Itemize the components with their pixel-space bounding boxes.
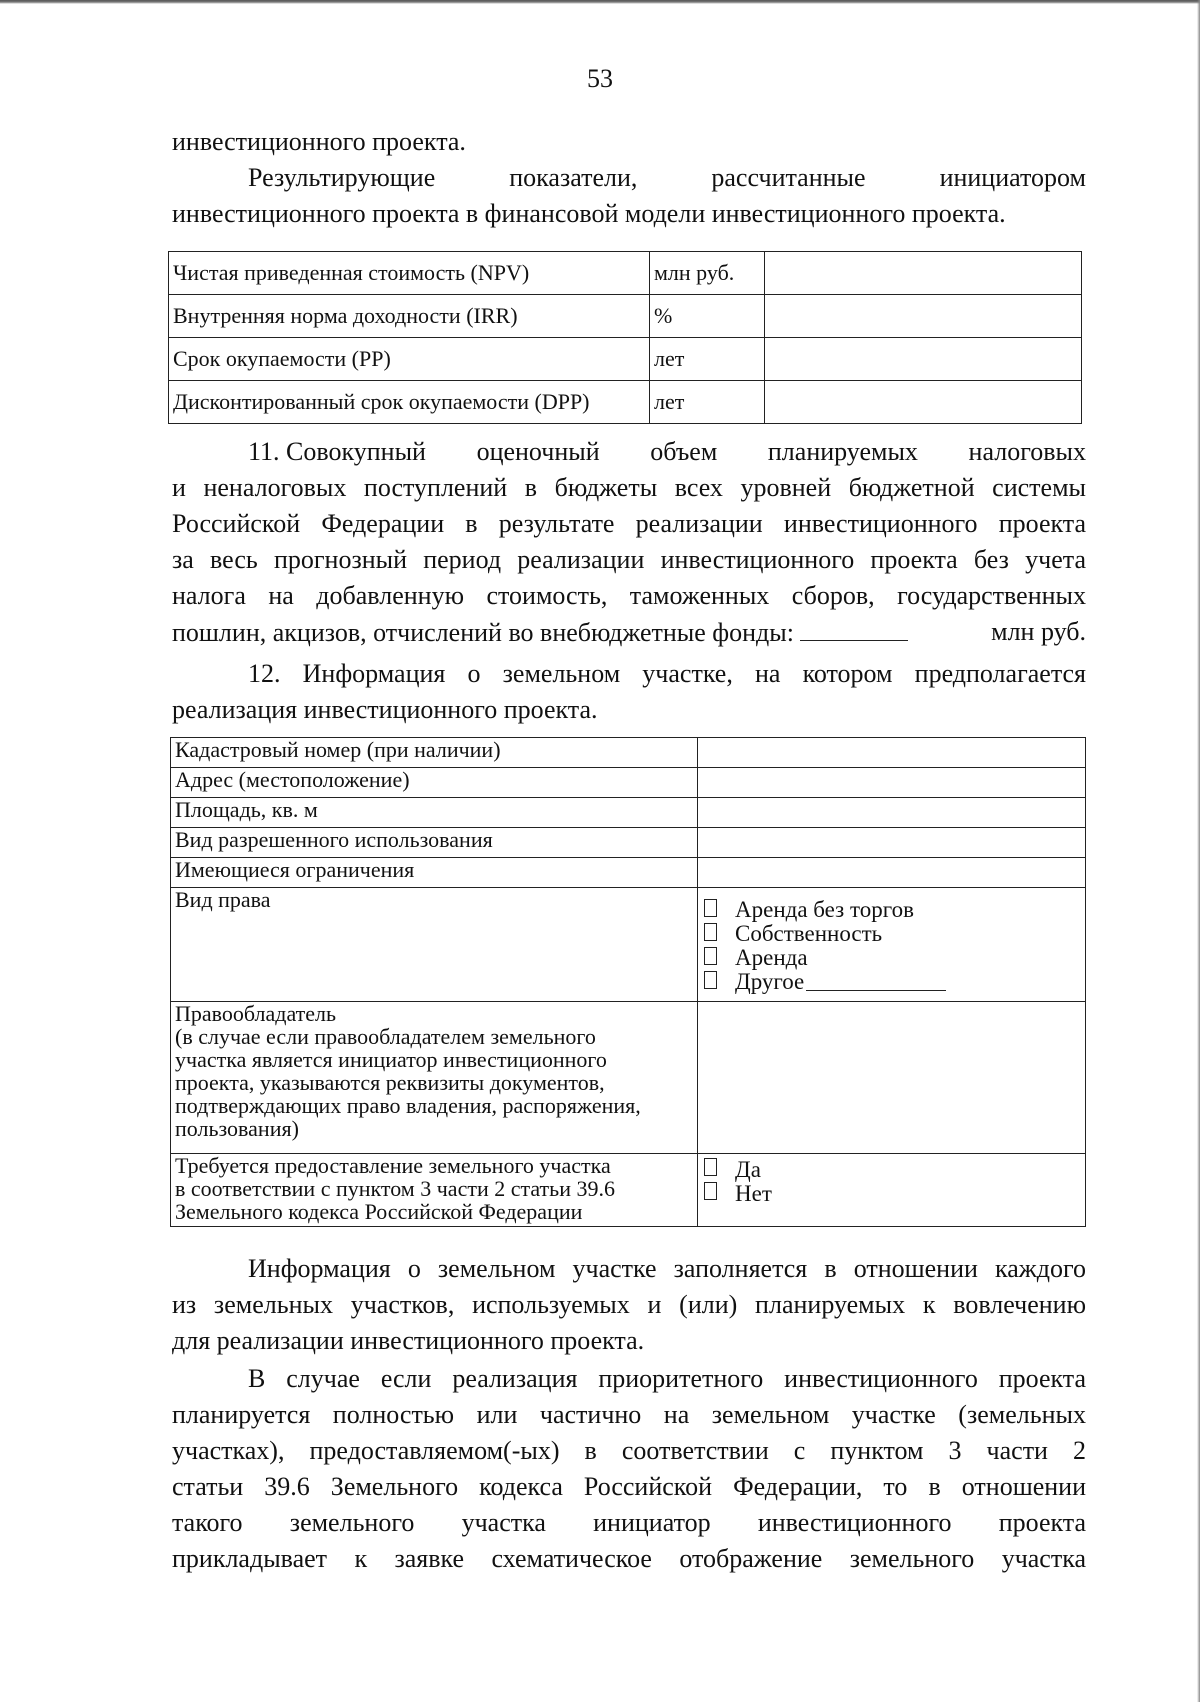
table-row <box>169 295 1082 338</box>
section-11-line-4: за весь прогнозный период реализации инвестиционного проекта без учета <box>172 545 1086 574</box>
section-11-line-5: налога на добавленную стоимость, таможенных сборов, государственных <box>172 581 1086 610</box>
option-label: Собственность <box>735 921 883 946</box>
priority-paragraph <box>172 1361 1086 1577</box>
permitted-use-field[interactable] <box>698 828 1086 858</box>
priority-word: земельного <box>289 1508 415 1537</box>
priority-line-3: участках), предоставляемом(-ых) в соответствии с пунктом 3 части 2 <box>172 1436 1086 1465</box>
section-11-word: налоговых <box>968 437 1086 466</box>
option-ownership[interactable] <box>702 922 1081 946</box>
table-row <box>171 1154 1086 1227</box>
table-row <box>169 381 1082 424</box>
option-no[interactable] <box>702 1182 1081 1206</box>
scan-top-edge <box>0 0 1200 4</box>
indicator-value-field[interactable] <box>765 381 1082 424</box>
intro-line-3: инвестиционного проекта в финансовой модели инвестиционного проекта. <box>172 199 1006 228</box>
section-11-line-6-text: пошлин, акцизов, отчислений во внебюджетные фонды: <box>172 618 794 647</box>
table-row <box>169 338 1082 381</box>
intro-word: Результирующие <box>248 163 436 192</box>
section-11-paragraph <box>172 434 1086 651</box>
indicator-name-pp: Срок окупаемости (PP) <box>169 338 650 381</box>
table-row <box>171 738 1086 768</box>
indicator-name-npv: Чистая приведенная стоимость (NPV) <box>169 252 650 295</box>
indicator-value-field[interactable] <box>765 295 1082 338</box>
priority-line-1: В случае если реализация приоритетного инвестиционного проекта <box>248 1364 1086 1393</box>
address-label: Адрес (местоположение) <box>171 768 698 798</box>
right-holder-label <box>171 1002 698 1154</box>
table-row <box>171 798 1086 828</box>
right-holder-line: (в случае если правообладателем земельного <box>175 1024 596 1049</box>
option-label: Аренда без торгов <box>735 897 914 922</box>
checkbox[interactable] <box>704 899 717 917</box>
page-number: 53 <box>587 64 613 93</box>
option-lease-without-auction[interactable] <box>702 898 1081 922</box>
checkbox[interactable] <box>704 1182 717 1200</box>
section-11-line-3: Российской Федерации в результате реализации инвестиционного проекта <box>172 509 1086 538</box>
intro-line-1: инвестиционного проекта. <box>172 127 466 156</box>
option-label: Аренда <box>735 945 808 970</box>
checkbox[interactable] <box>704 947 717 965</box>
cadastral-number-field[interactable] <box>698 738 1086 768</box>
section-12-paragraph <box>172 656 1086 728</box>
priority-word: инициатор <box>593 1508 711 1537</box>
right-holder-line: пользования) <box>175 1116 299 1141</box>
area-field[interactable] <box>698 798 1086 828</box>
note-line-1: Информация о земельном участке заполняется в отношении каждого <box>248 1254 1086 1283</box>
section-11-word: 11. Совокупный <box>248 437 426 466</box>
option-label: Другое <box>735 969 805 994</box>
right-type-label: Вид права <box>171 888 698 1002</box>
provision-required-options <box>698 1154 1086 1227</box>
intro-paragraph <box>172 124 1086 232</box>
right-holder-field[interactable] <box>698 1002 1086 1154</box>
priority-line-4: статьи 39.6 Земельного кодекса Российской Федерации, то в отношении <box>172 1472 1086 1501</box>
priority-word: участка <box>461 1508 546 1537</box>
table-row <box>169 252 1082 295</box>
priority-line-5 <box>172 1505 1086 1541</box>
note-paragraph <box>172 1251 1086 1359</box>
indicator-unit: млн руб. <box>650 252 765 295</box>
checkbox[interactable] <box>704 1158 717 1176</box>
right-type-options <box>698 888 1086 1002</box>
indicator-unit: % <box>650 295 765 338</box>
amount-blank-field[interactable] <box>800 614 908 641</box>
note-line-3: для реализации инвестиционного проекта. <box>172 1326 645 1355</box>
indicator-unit: лет <box>650 381 765 424</box>
table-row <box>171 828 1086 858</box>
area-label: Площадь, кв. м <box>171 798 698 828</box>
provision-required-line: в соответствии с пунктом 3 части 2 статьи 39.6 <box>175 1176 615 1201</box>
intro-word: показатели, <box>509 163 638 192</box>
option-label: Да <box>735 1157 761 1182</box>
permitted-use-label: Вид разрешенного использования <box>171 828 698 858</box>
land-plot-table <box>170 737 1086 1227</box>
checkbox[interactable] <box>704 971 717 989</box>
cadastral-number-label: Кадастровый номер (при наличии) <box>171 738 698 768</box>
indicator-name-irr: Внутренняя норма доходности (IRR) <box>169 295 650 338</box>
provision-required-label <box>171 1154 698 1227</box>
priority-word: проекта <box>998 1508 1086 1537</box>
indicator-name-dpp: Дисконтированный срок окупаемости (DPP) <box>169 381 650 424</box>
provision-required-line: Требуется предоставление земельного участка <box>175 1153 611 1178</box>
indicator-unit: лет <box>650 338 765 381</box>
section-11-word: объем <box>650 437 718 466</box>
table-row <box>171 888 1086 1002</box>
priority-word: инвестиционного <box>757 1508 952 1537</box>
intro-line-2 <box>172 160 1086 196</box>
section-11-line-6 <box>172 614 1086 651</box>
section-11-line-2: и неналоговых поступлений в бюджеты всех уровней бюджетной системы <box>172 473 1086 502</box>
indicator-value-field[interactable] <box>765 252 1082 295</box>
right-holder-line: участка является инициатор инвестиционного <box>175 1047 607 1072</box>
priority-line-2: планируется полностью или частично на земельном участке (земельных <box>172 1400 1086 1429</box>
right-holder-line: проекта, указываются реквизиты документов, <box>175 1070 605 1095</box>
section-11-word: планируемых <box>767 437 918 466</box>
table-row <box>171 858 1086 888</box>
indicator-value-field[interactable] <box>765 338 1082 381</box>
option-lease[interactable] <box>702 946 1081 970</box>
table-row <box>171 768 1086 798</box>
priority-word: такого <box>172 1508 243 1537</box>
intro-word: рассчитанные <box>711 163 866 192</box>
section-12-line-1: 12. Информация о земельном участке, на котором предполагается <box>248 659 1086 688</box>
checkbox[interactable] <box>704 923 717 941</box>
other-blank-field[interactable] <box>806 970 946 991</box>
provision-required-line: Земельного кодекса Российской Федерации <box>175 1199 583 1224</box>
section-11-line-1 <box>172 434 1086 470</box>
section-12-line-2: реализация инвестиционного проекта. <box>172 695 598 724</box>
intro-word: инициатором <box>939 163 1086 192</box>
right-holder-line: Правообладатель <box>175 1001 337 1026</box>
section-11-unit: млн руб. <box>991 617 1086 646</box>
option-yes[interactable] <box>702 1158 1081 1182</box>
priority-line-6: прикладывает к заявке схематическое отображение земельного участка <box>172 1544 1086 1573</box>
option-other[interactable] <box>702 970 1081 994</box>
restrictions-field[interactable] <box>698 858 1086 888</box>
section-11-word: оценочный <box>476 437 600 466</box>
note-line-2: из земельных участков, используемых и (или) планируемых к вовлечению <box>172 1290 1086 1319</box>
indicators-table <box>168 251 1082 424</box>
right-holder-line: подтверждающих право владения, распоряжения, <box>175 1093 641 1118</box>
address-field[interactable] <box>698 768 1086 798</box>
restrictions-label: Имеющиеся ограничения <box>171 858 698 888</box>
table-row <box>171 1002 1086 1154</box>
option-label: Нет <box>735 1181 772 1206</box>
